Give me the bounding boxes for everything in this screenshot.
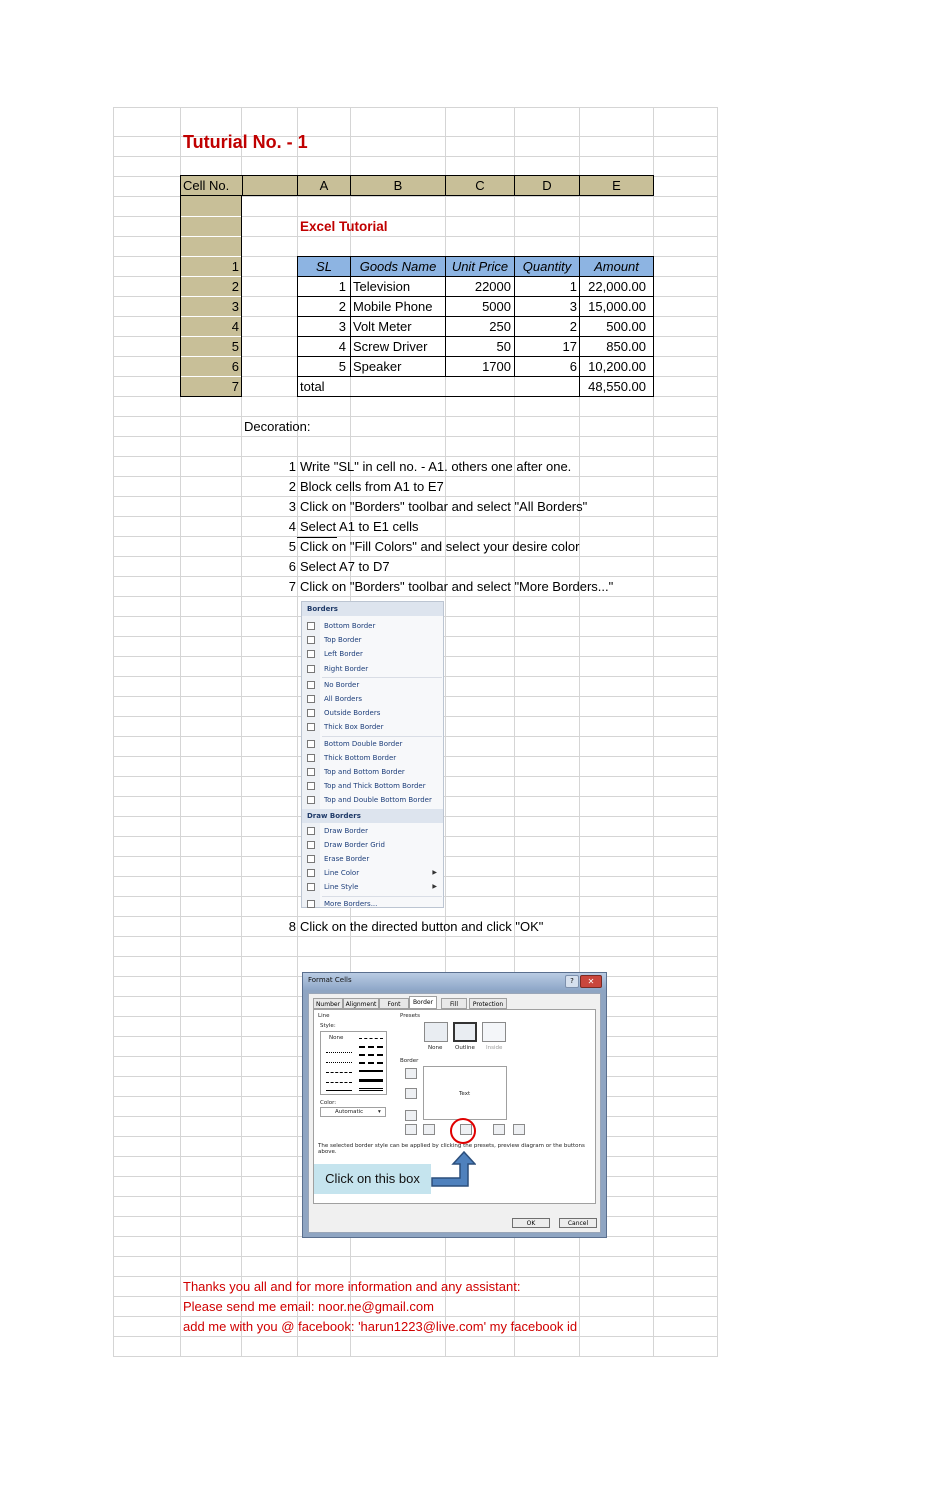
menu-item-border[interactable] — [302, 793, 443, 807]
border-style-icon — [307, 869, 315, 877]
menu-item-border[interactable] — [302, 765, 443, 779]
submenu-arrow-icon: ▶ — [432, 883, 437, 891]
format-cells-dialog-screenshot — [302, 972, 607, 1238]
border-style-icon — [307, 695, 315, 703]
callout-box: Click on this box — [314, 1164, 431, 1194]
menu-item-label: Right Border — [324, 664, 369, 673]
table-header: Unit Price — [451, 259, 509, 274]
decoration-label: Decoration: — [244, 419, 311, 434]
table-cell-sl: 2 — [338, 299, 346, 314]
border-style-icon — [307, 650, 315, 658]
style-label: Style: — [320, 1023, 336, 1029]
menu-item-draw[interactable] — [302, 880, 443, 894]
tab-font[interactable]: Font — [379, 998, 409, 1009]
step-text: Click on the directed button and click "OK" — [300, 919, 544, 934]
menu-item-border[interactable] — [302, 662, 443, 676]
table-cell-price: 22000 — [474, 279, 511, 294]
table-cell-price: 1700 — [482, 359, 511, 374]
preset-inside-label: Inside — [486, 1045, 503, 1051]
step-number: 1 — [288, 459, 296, 474]
table-cell-price: 250 — [489, 319, 511, 334]
total-label: total — [300, 379, 325, 394]
row-number: 2 — [231, 279, 239, 294]
color-select[interactable]: Automatic ▾ — [320, 1107, 386, 1117]
close-icon[interactable]: ✕ — [580, 975, 602, 988]
border-style-icon — [307, 636, 315, 644]
table-cell-qty: 17 — [562, 339, 577, 354]
dialog-hint: The selected border style can be applied by clicking the presets, preview diagram or the buttons above. — [318, 1143, 585, 1155]
page-title: Tuturial No. - 1 — [183, 132, 308, 152]
blank-header — [242, 175, 298, 196]
table-header: SL — [316, 259, 332, 274]
borders-menu-heading: Borders — [302, 602, 443, 616]
border-style-icon — [307, 665, 315, 673]
menu-item-label: Draw Border — [324, 826, 368, 835]
table-cell-name: Speaker — [353, 359, 402, 374]
footer-facebook: add me with you @ facebook: 'harun1223@live.com' my facebook id — [183, 1319, 578, 1334]
border-style-icon — [307, 740, 315, 748]
menu-item-border[interactable] — [302, 720, 443, 734]
step-text: Select A7 to D7 — [300, 559, 390, 574]
border-top-button[interactable] — [405, 1068, 417, 1079]
border-left-button[interactable] — [423, 1124, 435, 1135]
total-amount: 48,550.00 — [588, 379, 646, 394]
preset-none-label: None — [428, 1045, 443, 1051]
step-text: Write "SL" in cell no. - A1. others one after one. — [300, 459, 572, 474]
border-style-icon — [307, 622, 315, 630]
border-middle-button[interactable] — [405, 1088, 417, 1099]
color-label: Color: — [320, 1100, 337, 1106]
submenu-arrow-icon: ▶ — [432, 869, 437, 877]
menu-item-label: Thick Bottom Border — [324, 753, 397, 762]
table-cell-amount: 15,000.00 — [588, 299, 646, 314]
menu-item-draw[interactable] — [302, 852, 443, 866]
presets-label: Presets — [400, 1013, 421, 1019]
preset-inside-button[interactable] — [482, 1022, 506, 1042]
row-number: 6 — [231, 359, 239, 374]
border-style-icon — [307, 855, 315, 863]
table-header: Goods Name — [359, 259, 437, 274]
table-cell-qty: 2 — [569, 319, 577, 334]
menu-item-label: Line Color — [324, 869, 360, 878]
table-cell-qty: 3 — [569, 299, 577, 314]
menu-item-label: Top Border — [324, 636, 362, 645]
table-cell-amount: 22,000.00 — [588, 279, 646, 294]
draw-borders-heading: Draw Borders — [302, 809, 443, 823]
line-style-none[interactable]: None — [329, 1035, 344, 1041]
step-number: 2 — [288, 479, 296, 494]
tab-border[interactable]: Border — [409, 996, 437, 1009]
dialog-title: Format Cells — [308, 976, 352, 984]
preset-outline-button[interactable] — [453, 1022, 477, 1042]
border-bottom-button[interactable] — [405, 1110, 417, 1121]
border-diagonal-down-button[interactable] — [513, 1124, 525, 1135]
table-cell-sl: 1 — [338, 279, 346, 294]
menu-item-label: Thick Box Border — [324, 723, 384, 732]
menu-item-label: No Border — [324, 680, 360, 689]
column-header-b: B — [350, 175, 446, 196]
table-cell-qty: 1 — [569, 279, 577, 294]
border-style-icon — [307, 841, 315, 849]
menu-item-border[interactable] — [302, 692, 443, 706]
menu-item-border[interactable] — [302, 706, 443, 720]
step-number: 8 — [288, 919, 296, 934]
border-style-icon — [307, 883, 315, 891]
menu-item-label: Bottom Border — [324, 622, 376, 630]
step-text: Click on "Borders" toolbar and select "More Borders..." — [300, 579, 614, 594]
menu-item-label: Line Style — [324, 883, 359, 892]
row-number: 4 — [231, 319, 239, 334]
table-cell-sl: 3 — [338, 319, 346, 334]
border-style-icon — [307, 709, 315, 717]
menu-item-border[interactable] — [302, 751, 443, 765]
tab-protection[interactable]: Protection — [469, 998, 507, 1009]
column-header-a: A — [297, 175, 351, 196]
line-label: Line — [318, 1013, 330, 1019]
menu-item-label: More Borders... — [324, 899, 378, 908]
row-number: 1 — [231, 259, 239, 274]
table-cell-amount: 10,200.00 — [588, 359, 646, 374]
table-cell-qty: 6 — [569, 359, 577, 374]
ok-button[interactable]: OK — [512, 1218, 550, 1228]
menu-item-label: Top and Thick Bottom Border — [324, 782, 426, 791]
tab-alignment[interactable]: Alignment — [343, 998, 379, 1009]
footer-email: Please send me email: noor.ne@gmail.com — [183, 1299, 434, 1314]
menu-item-label: Outside Borders — [324, 709, 381, 718]
help-button[interactable]: ? — [565, 975, 579, 988]
table-cell-name: Volt Meter — [353, 319, 412, 334]
menu-item-border[interactable] — [302, 633, 443, 647]
column-header-d: D — [514, 175, 580, 196]
row-number: 7 — [231, 379, 239, 394]
border-style-icon — [307, 681, 315, 689]
step-number: 6 — [288, 559, 296, 574]
border-style-icon — [307, 782, 315, 790]
menu-item-border[interactable] — [302, 779, 443, 793]
border-right-button[interactable] — [493, 1124, 505, 1135]
menu-item-border[interactable] — [302, 678, 443, 692]
table-cell-price: 50 — [496, 339, 511, 354]
table-cell-name: Screw Driver — [353, 339, 428, 354]
step-number: 4 — [288, 519, 296, 534]
border-style-icon — [307, 768, 315, 776]
border-style-icon — [307, 723, 315, 731]
border-style-icon — [307, 796, 315, 804]
preset-outline-label: Outline — [455, 1045, 475, 1051]
menu-item-more-borders[interactable] — [302, 897, 443, 911]
arrow-icon — [430, 1150, 476, 1192]
footer-line: Thanks you all and for more information and any assistant: — [183, 1279, 521, 1294]
menu-item-draw[interactable] — [302, 838, 443, 852]
step-text: Select A1 to E1 cells — [300, 519, 419, 534]
table-cell-amount: 500.00 — [606, 319, 646, 334]
column-header-c: C — [445, 175, 515, 196]
table-cell-price: 5000 — [482, 299, 511, 314]
menu-item-label: Bottom Double Border — [324, 739, 403, 748]
table-cell-amount: 850.00 — [606, 339, 646, 354]
border-style-icon — [307, 827, 315, 835]
borders-menu-screenshot — [301, 601, 444, 908]
menu-item-label: Top and Double Bottom Border — [324, 796, 432, 805]
preset-none-button[interactable] — [424, 1022, 448, 1042]
menu-item-border[interactable] — [302, 737, 443, 751]
row-number: 3 — [231, 299, 239, 314]
menu-item-draw[interactable] — [302, 866, 443, 880]
table-cell-name: Mobile Phone — [353, 299, 433, 314]
step-number: 7 — [288, 579, 296, 594]
border-style-icon — [307, 900, 315, 908]
chevron-down-icon[interactable]: ▾ — [378, 1109, 381, 1115]
table-header: Quantity — [522, 259, 572, 274]
table-cell-name: Television — [353, 279, 411, 294]
border-label: Border — [400, 1058, 419, 1064]
tab-number[interactable]: Number — [313, 998, 343, 1009]
cancel-button[interactable]: Cancel — [559, 1218, 597, 1228]
step-text: Click on "Borders" toolbar and select "All Borders" — [300, 499, 588, 514]
menu-item-label: Top and Bottom Border — [324, 768, 405, 776]
table-cell-sl: 5 — [338, 359, 346, 374]
menu-item-label: Erase Border — [324, 855, 370, 863]
row-number: 5 — [231, 339, 239, 354]
subtitle: Excel Tutorial — [300, 219, 388, 234]
border-diagonal-up-button[interactable] — [405, 1124, 417, 1135]
step-number: 3 — [288, 499, 296, 514]
step-text: Click on "Fill Colors" and select your desire color — [300, 539, 580, 554]
table-cell-sl: 4 — [338, 339, 346, 354]
tab-fill[interactable]: Fill — [441, 998, 467, 1009]
menu-item-border[interactable] — [302, 619, 443, 633]
highlight-circle — [450, 1118, 476, 1144]
step-text: Block cells from A1 to E7 — [300, 479, 444, 494]
column-header-e: E — [579, 175, 654, 196]
step-number: 5 — [288, 539, 296, 554]
menu-item-label: All Borders — [324, 695, 363, 703]
border-preview[interactable] — [423, 1066, 507, 1120]
menu-item-label: Left Border — [324, 650, 363, 659]
cell-no-header: Cell No. — [180, 175, 243, 196]
border-style-icon — [307, 754, 315, 762]
menu-item-border[interactable] — [302, 647, 443, 661]
menu-item-draw[interactable] — [302, 824, 443, 838]
preview-text: Text — [459, 1091, 471, 1097]
table-header: Amount — [594, 259, 639, 274]
line-style-list[interactable] — [320, 1031, 387, 1095]
menu-item-label: Draw Border Grid — [324, 840, 385, 849]
